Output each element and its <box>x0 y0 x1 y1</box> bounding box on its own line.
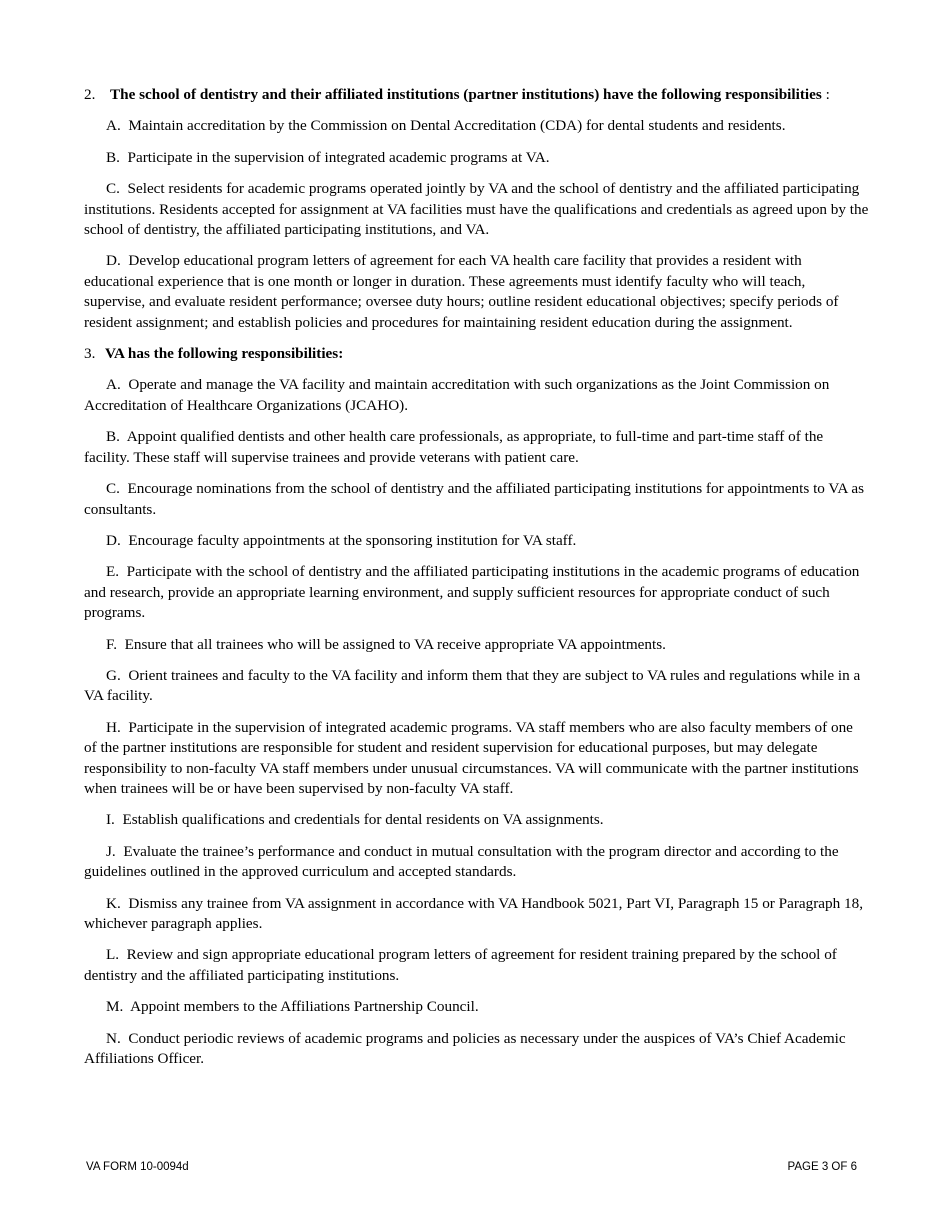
item-label: B. <box>106 148 120 166</box>
section-2-heading-suffix: : <box>821 86 830 103</box>
form-number: VA FORM 10-0094d <box>86 1161 189 1173</box>
section-3-item <box>84 375 869 416</box>
item-text: Maintain accreditation by the Commission on Dental Accreditation (CDA) for dental students and residents. <box>128 117 786 135</box>
item-text: Appoint members to the Affiliations Partnership Council. <box>130 998 479 1016</box>
section-3-item <box>84 479 869 520</box>
item-label: H. <box>106 718 121 736</box>
document-body <box>84 85 869 1080</box>
item-text: Orient trainees and faculty to the VA facility and inform them that they are subject to VA rules and regulations while in a VA facility. <box>84 666 861 705</box>
section-2-heading-text: The school of dentistry and their affiliated institutions (partner institutions) have the following responsibilities <box>110 86 822 103</box>
section-2-heading <box>84 85 869 105</box>
section-3-item <box>84 718 869 800</box>
item-text: Ensure that all trainees who will be assigned to VA receive appropriate VA appointments. <box>124 635 666 653</box>
section-3-item <box>84 894 869 935</box>
item-text: Establish qualifications and credentials for dental residents on VA assignments. <box>122 811 604 829</box>
page-footer <box>86 1157 857 1177</box>
section-3-heading <box>84 344 869 364</box>
item-text: Dismiss any trainee from VA assignment in accordance with VA Handbook 5021, Part VI, Paragraph 15 or Paragraph 18, whichever paragraph applies. <box>84 894 863 932</box>
item-label: I. <box>106 811 115 829</box>
section-3-item <box>84 635 869 655</box>
item-text: Review and sign appropriate educational program letters of agreement for resident training prepared by the school of dentistry and the affiliated participating institutions. <box>84 946 837 984</box>
section-3-item <box>84 562 869 623</box>
item-label: C. <box>106 180 120 198</box>
item-label: D. <box>106 252 121 270</box>
section-3-heading-text: VA has the following responsibilities: <box>105 345 344 363</box>
section-3-item <box>84 997 869 1017</box>
section-3-item <box>84 666 869 707</box>
item-label: A. <box>106 117 121 135</box>
item-label: B. <box>106 428 120 446</box>
item-label: M. <box>106 998 124 1016</box>
section-3-item <box>84 842 869 883</box>
item-text: Conduct periodic reviews of academic programs and policies as necessary under the auspices of VA’s Chief Academic Affiliations Officer. <box>84 1029 846 1068</box>
item-label: J. <box>106 842 116 860</box>
section-3-number: 3. <box>84 345 96 363</box>
section-2-item <box>84 251 869 333</box>
item-text: Operate and manage the VA facility and maintain accreditation with such organizations as the Joint Commission on Accreditation of Healthcare Organizations (JCAHO). <box>84 376 830 414</box>
section-3-item <box>84 427 869 468</box>
item-label: N. <box>106 1029 121 1047</box>
item-label: G. <box>106 666 121 684</box>
section-3-item <box>84 810 869 830</box>
section-2-item <box>84 179 869 240</box>
section-3-item <box>84 531 869 551</box>
item-text: Participate in the supervision of integrated academic programs at VA. <box>127 148 550 166</box>
section-2-number: 2. <box>84 86 96 103</box>
page-number: PAGE 3 OF 6 <box>787 1161 857 1173</box>
item-text: Encourage nominations from the school of dentistry and the affiliated participating institutions for appointments to VA as consultants. <box>84 480 864 518</box>
item-text: Evaluate the trainee’s performance and conduct in mutual consultation with the program director and according to the guidelines outlined in the approved curriculum and accepted standards. <box>84 842 839 881</box>
item-text: Participate in the supervision of integrated academic programs. VA staff members who are also faculty members of one of the partner institutions are responsible for student and resident supervision for educational purposes, but may delegate responsibility to non-faculty VA staff members under unusual circumstances. VA will communicate with the partner institutions when trainees will be or have been supervised by non-faculty VA staff. <box>84 718 859 797</box>
item-label: K. <box>106 894 121 912</box>
item-text: Encourage faculty appointments at the sponsoring institution for VA staff. <box>128 531 577 549</box>
item-label: D. <box>106 531 121 549</box>
item-label: L. <box>106 946 120 964</box>
item-text: Select residents for academic programs operated jointly by VA and the school of dentistry and the affiliated participating institutions. Residents accepted for assignment at VA facilities must have the qualifications and credentials as agreed upon by the school of dentistry, the affiliated participating institutions, and VA. <box>84 180 869 239</box>
item-label: F. <box>106 635 118 653</box>
section-2-item <box>84 148 869 168</box>
item-text: Develop educational program letters of agreement for each VA health care facility that provides a resident with educational experience that is one month or longer in duration. These agreements must identify faculty who will teach, supervise, and evaluate resident performance; oversee duty hours; outline resident educational objectives; specify periods of resident assignment; and establish policies and procedures for maintaining resident education during the assignment. <box>84 252 839 331</box>
section-2-item <box>84 116 869 136</box>
item-text: Participate with the school of dentistry and the affiliated participating institutions in the academic programs of education and research, provide an appropriate learning environment, and supply sufficient resources for appropriate conduct of such programs. <box>84 563 860 622</box>
section-3-item <box>84 1029 869 1070</box>
item-text: Appoint qualified dentists and other health care professionals, as appropriate, to full-time and part-time staff of the facility. These staff will supervise trainees and provide veterans with patient care. <box>84 428 824 466</box>
item-label: A. <box>106 376 121 394</box>
item-label: C. <box>106 480 120 498</box>
section-3-item <box>84 945 869 986</box>
item-label: E. <box>106 563 120 581</box>
